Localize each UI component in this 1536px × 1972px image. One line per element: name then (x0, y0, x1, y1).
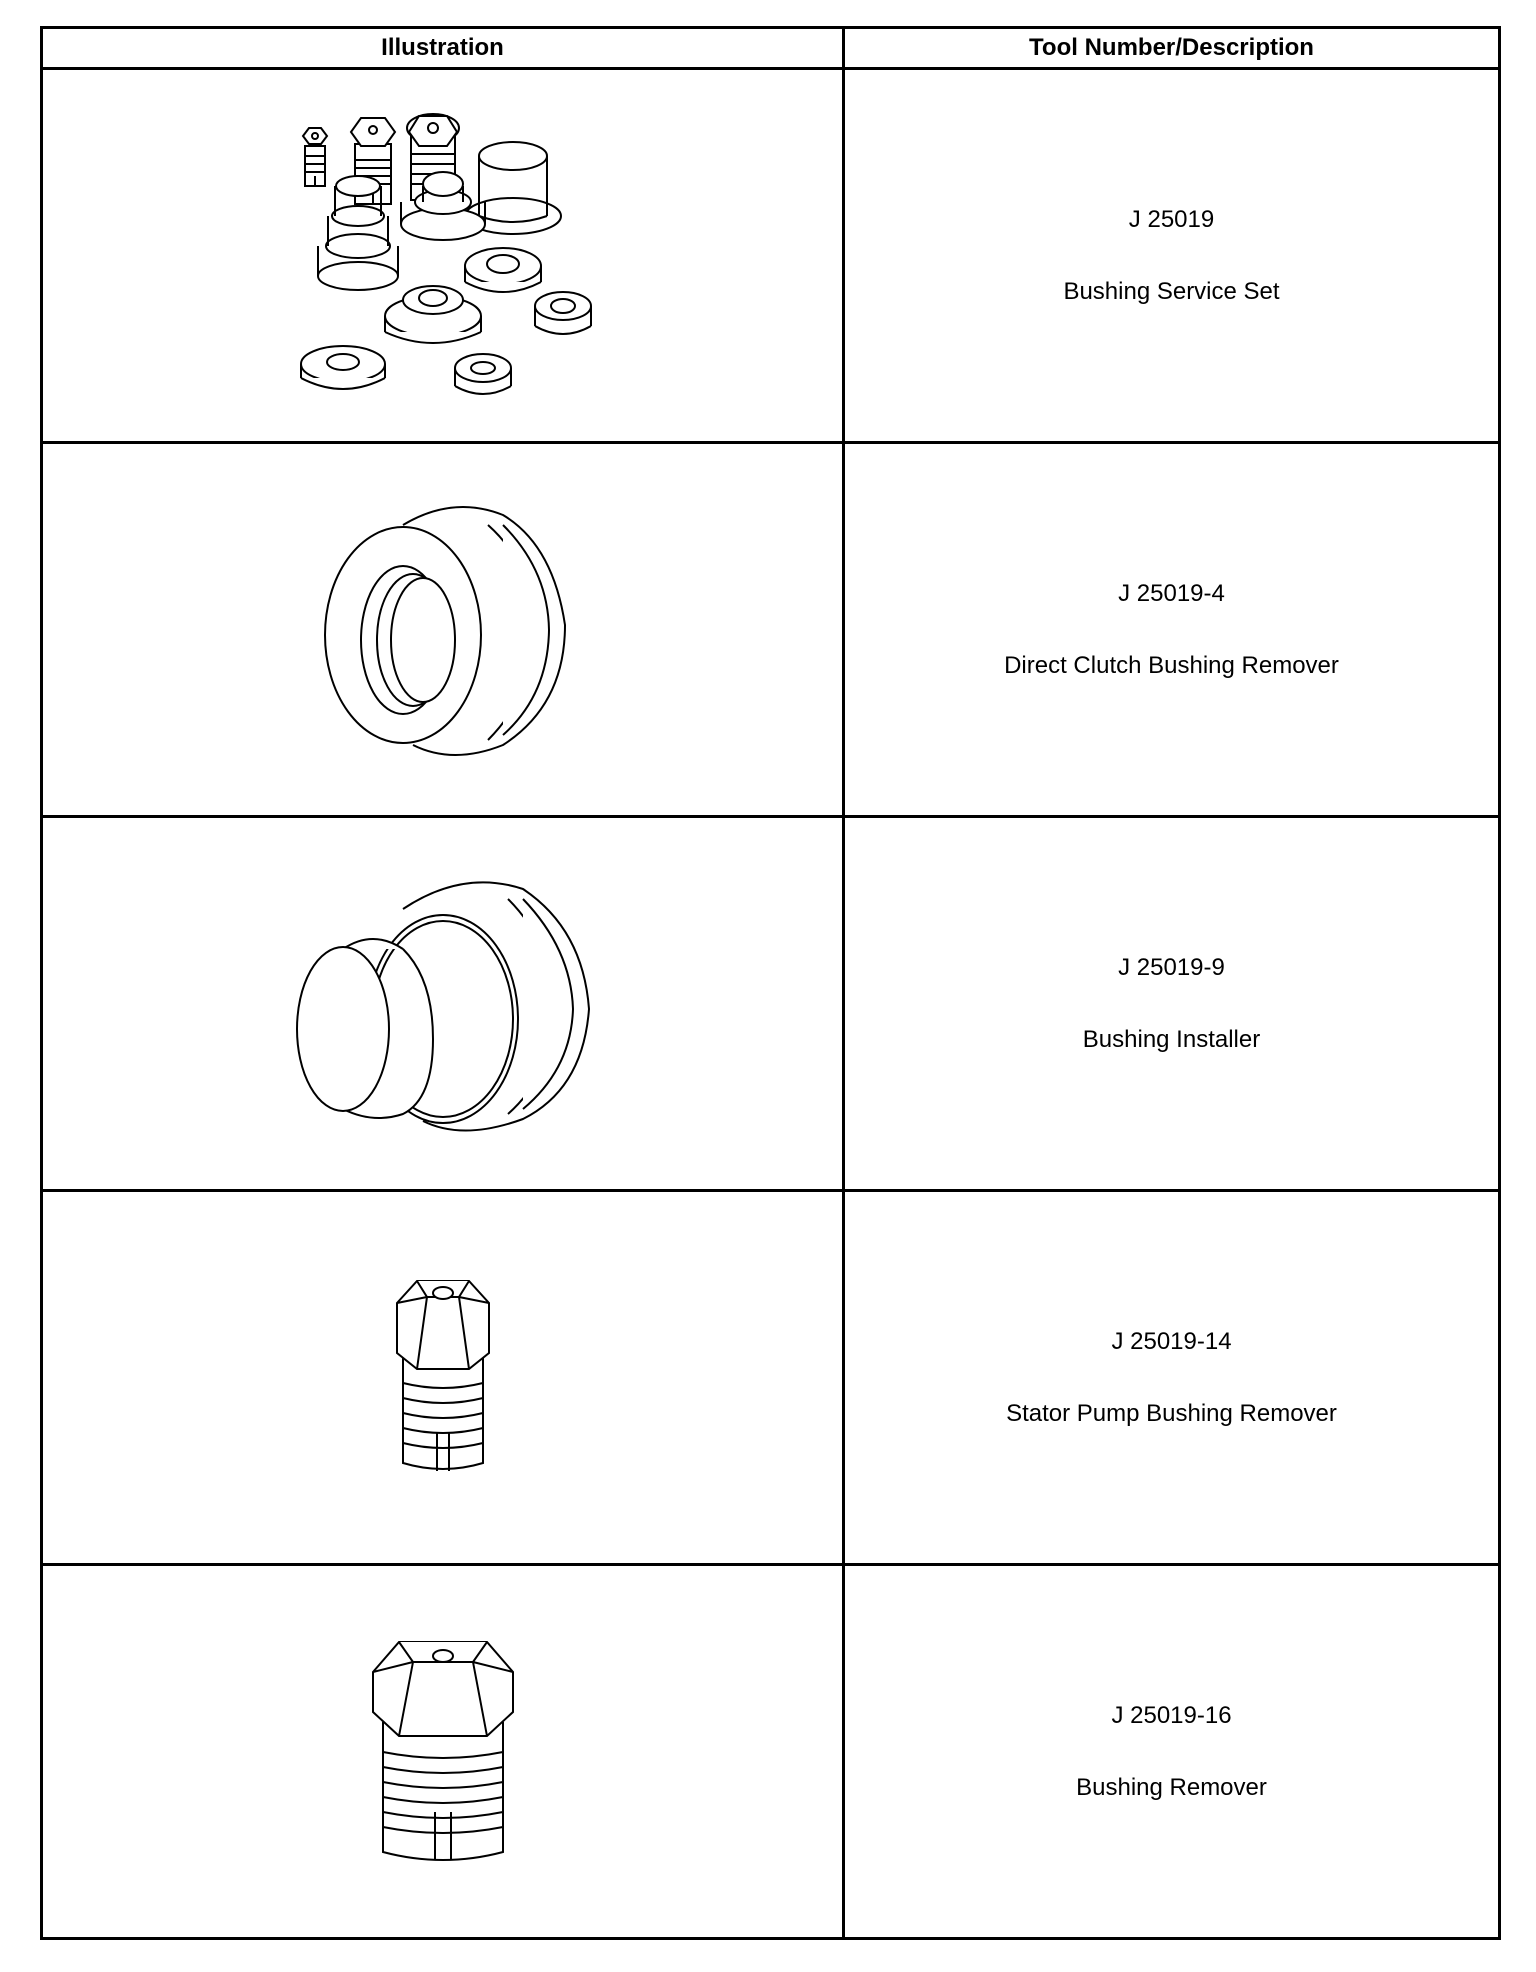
bushing-remover-icon (363, 1632, 523, 1872)
tool-number: J 25019-16 (1111, 1701, 1232, 1729)
illustration-cell (42, 69, 844, 443)
direct-clutch-bushing-remover-icon (303, 495, 583, 765)
header-illustration: Illustration (42, 28, 844, 69)
description-cell (844, 69, 1500, 443)
tool-number: J 25019-14 (1111, 1327, 1232, 1355)
table-row (42, 1565, 1500, 1939)
tool-table (40, 26, 1501, 1940)
tool-number: J 25019-9 (1118, 953, 1225, 981)
tool-description: Bushing Service Set (1063, 277, 1280, 305)
stator-pump-bushing-remover-icon (383, 1273, 503, 1483)
description-cell (844, 817, 1500, 1191)
header-row (42, 28, 1500, 69)
header-tool-number-description: Tool Number/Description (844, 28, 1500, 69)
tool-description: Bushing Remover (1076, 1773, 1267, 1801)
bushing-service-set-icon (283, 106, 603, 406)
table-row (42, 69, 1500, 443)
table-row (42, 1191, 1500, 1565)
bushing-installer-icon (283, 869, 603, 1139)
tool-number: J 25019-4 (1118, 579, 1225, 607)
tool-description: Bushing Installer (1082, 1025, 1261, 1053)
description-cell (844, 443, 1500, 817)
illustration-cell (42, 817, 844, 1191)
illustration-cell (42, 1191, 844, 1565)
table-row (42, 817, 1500, 1191)
tool-description: Direct Clutch Bushing Remover (1004, 651, 1339, 679)
tool-number: J 25019 (1128, 205, 1215, 233)
illustration-cell (42, 443, 844, 817)
description-cell (844, 1191, 1500, 1565)
description-cell (844, 1565, 1500, 1939)
tool-description: Stator Pump Bushing Remover (1006, 1399, 1337, 1427)
table-row (42, 443, 1500, 817)
illustration-cell (42, 1565, 844, 1939)
